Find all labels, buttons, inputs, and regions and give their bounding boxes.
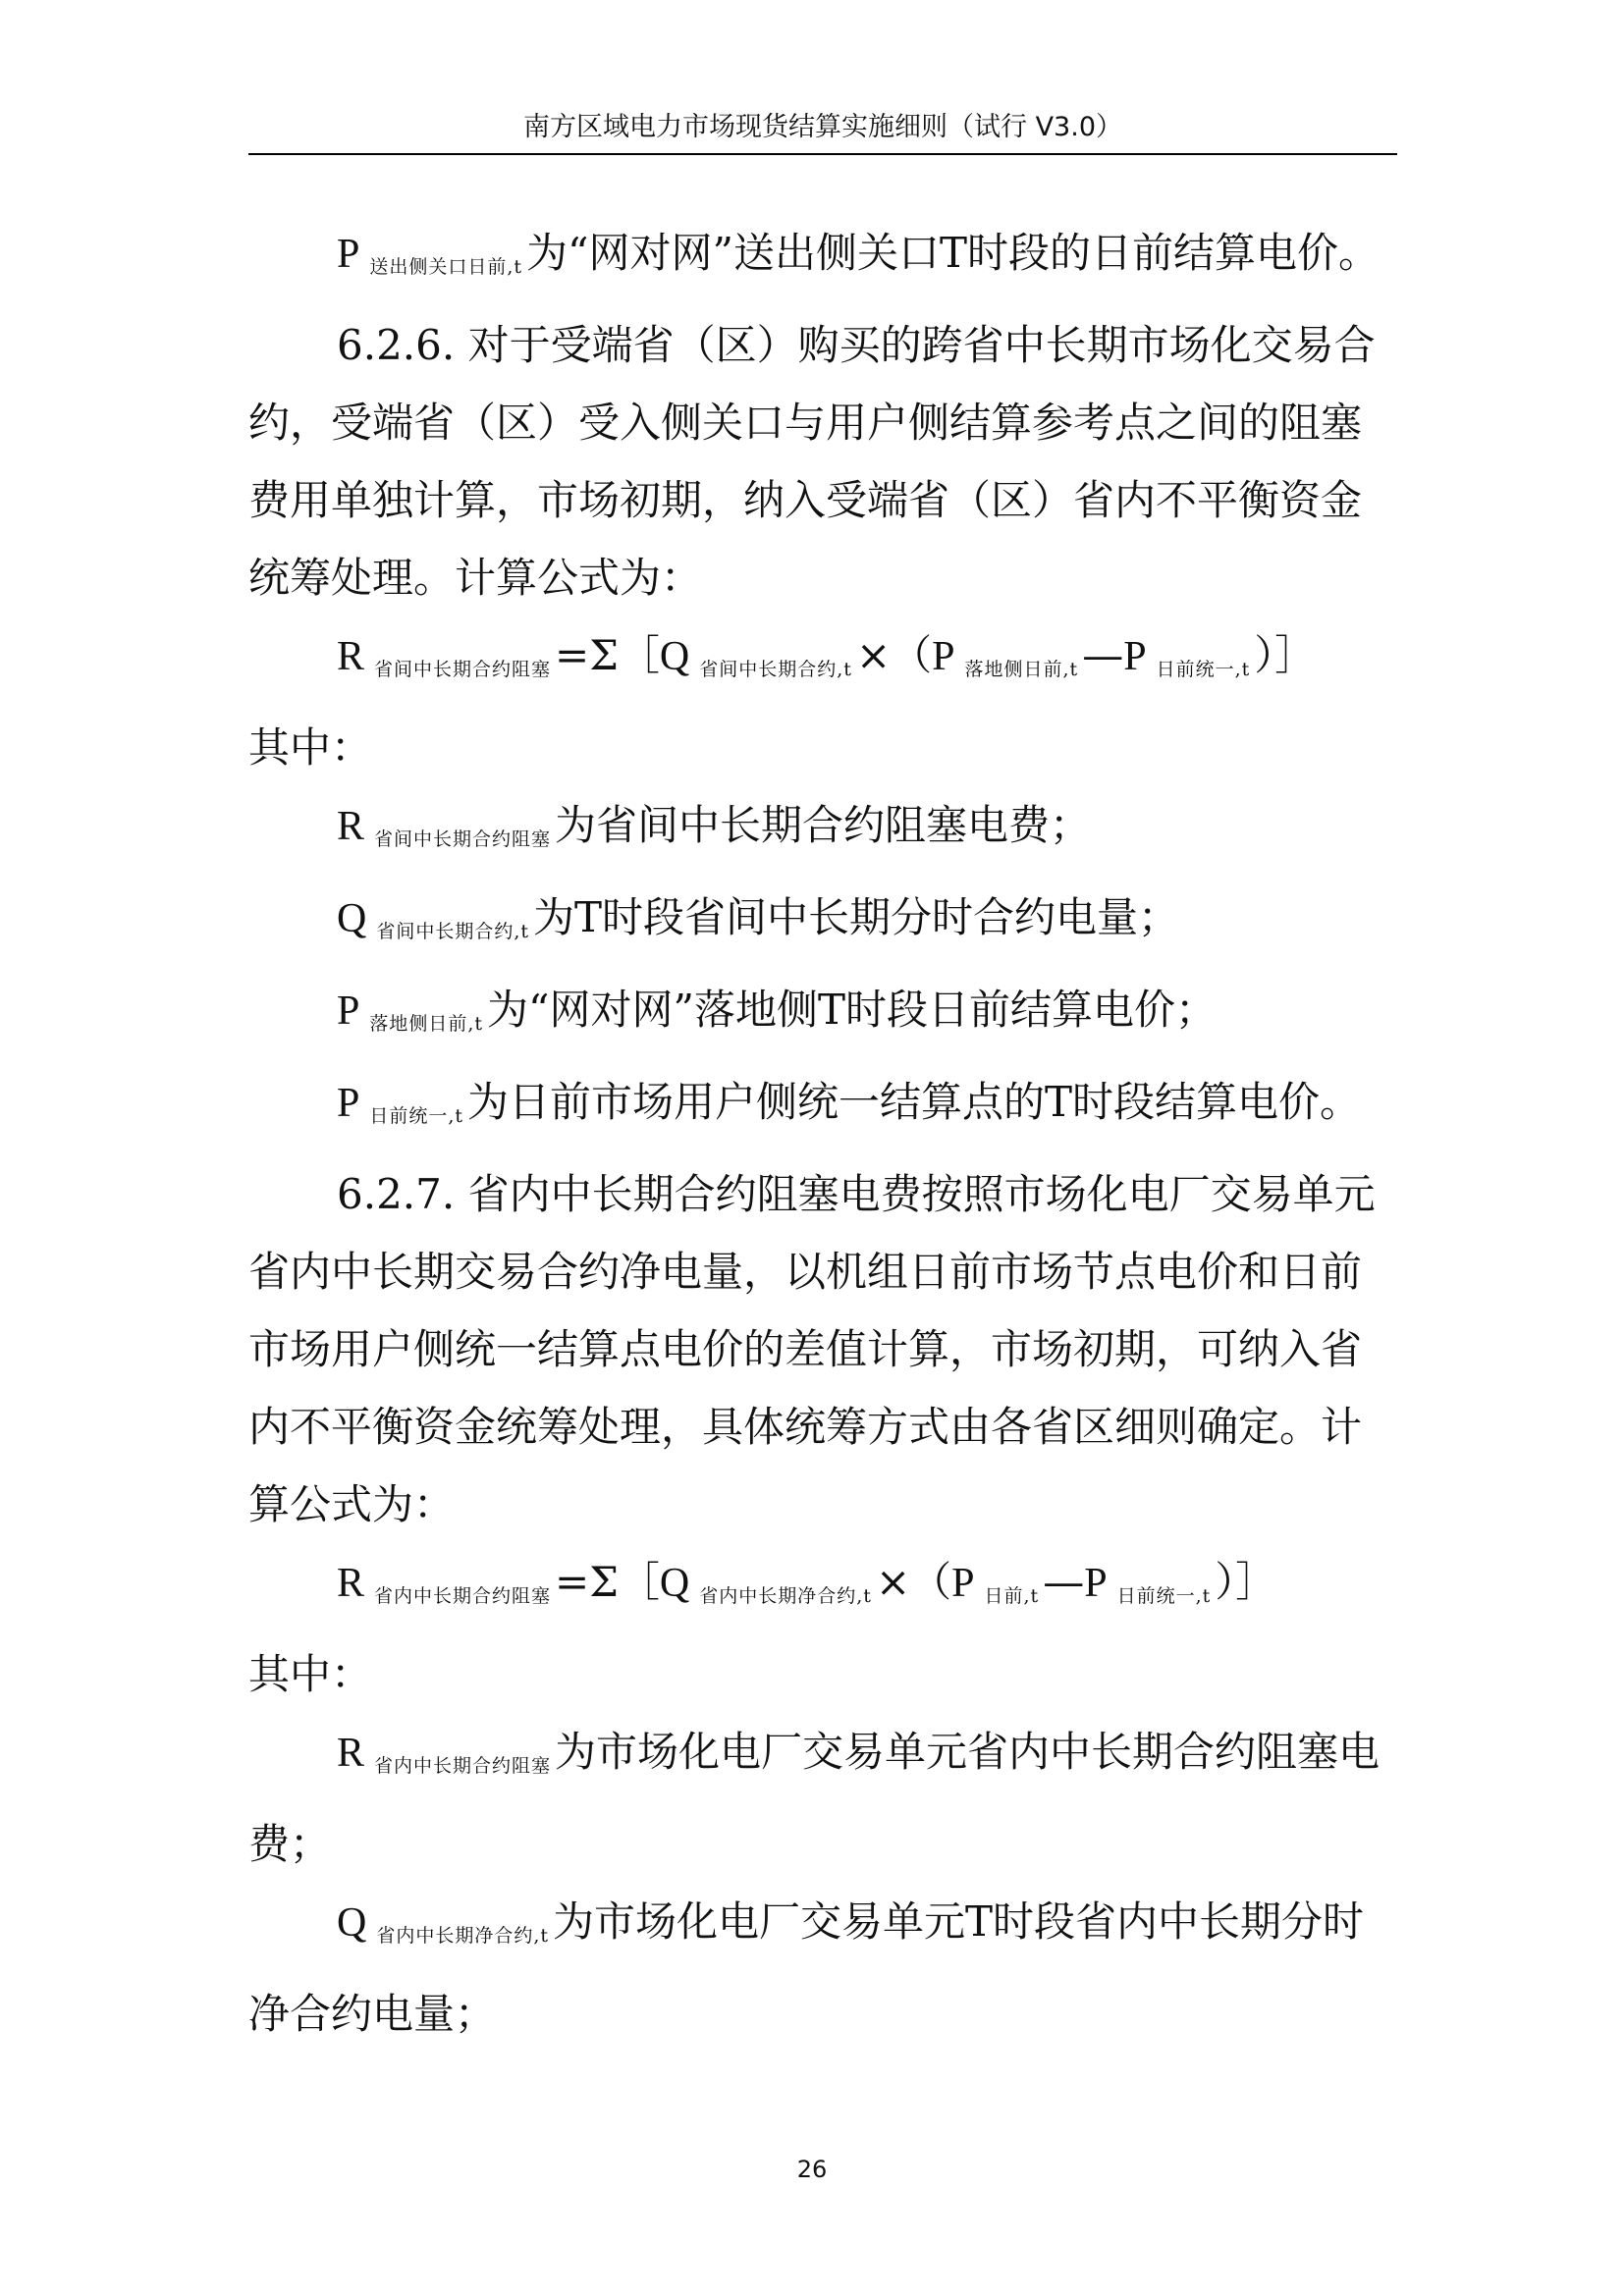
subscript: 日前统一,t [369, 1105, 464, 1127]
definition-p-outbound [248, 214, 1397, 306]
clause-6-2-6: 6.2.6. 对于受端省（区）购买的跨省中长期市场化交易合约，受端省（区）受入侧关口与用户侧结算参考点之间的阻塞费用单独计算，市场初期，纳入受端省（区）省内不平衡资金统筹处理。计算公式为： [248, 321, 1376, 602]
definition-text: 为省间中长期合约阻塞电费； [555, 801, 1092, 849]
formula-close-brackets: ）］ [1254, 631, 1317, 679]
formula-p-unified-subscript: 日前统一,t [1116, 1585, 1212, 1607]
symbol: Q [337, 1900, 367, 1946]
header-rule [248, 153, 1397, 155]
formula-lhs-subscript: 省间中长期合约阻塞 [374, 659, 552, 680]
page-number: 26 [796, 2156, 828, 2183]
formula-p-subscript: 日前,t [984, 1585, 1040, 1607]
definition-p-landing [248, 971, 1397, 1063]
definition-q-intra [248, 1883, 1397, 2053]
formula-close-brackets: ）］ [1215, 1558, 1277, 1606]
definition-text: 为T时段省间中长期分时合约电量； [533, 893, 1180, 941]
formula-inter-provincial-congestion [248, 616, 1397, 709]
definition-r-intra [248, 1713, 1397, 1883]
clause-6-2-7: 6.2.7. 省内中长期合约阻塞电费按照市场化电厂交易单元省内中长期交易合约净电量，以机组日前市场节点电价和日前市场用户侧统一结算点电价的差值计算，市场初期，可纳入省内不平衡资金统筹处理，具体统筹方式由各省区细则确定。计算公式为： [248, 1170, 1376, 1528]
page-header-title: 南方区域电力市场现货结算实施细则（试行 V3.0） [523, 112, 1122, 142]
definition-p-unified [248, 1063, 1397, 1155]
formula-p-unified-subscript: 日前统一,t [1156, 659, 1251, 680]
where-label: 其中： [248, 1650, 373, 1698]
definition-r-inter [248, 786, 1397, 879]
formula-p-unified-symbol: P [1084, 1561, 1108, 1606]
subscript: 省间中长期合约,t [376, 921, 530, 942]
formula-p-subscript: 落地侧日前,t [964, 659, 1079, 680]
definition-text: 为市场化电厂交易单元T时段省内中长期分时净合约电量； [248, 1897, 1365, 2038]
formula-multiply-operator: ×（ [855, 631, 933, 679]
formula-lhs-symbol: R [337, 634, 365, 679]
formula-minus-operator: — [1082, 631, 1124, 679]
definition-q-inter [248, 879, 1397, 971]
formula-sum-operator: =Σ［ [555, 631, 660, 679]
formula-lhs-symbol: R [337, 1561, 365, 1606]
definition-text: 为“网对网”送出侧关口T时段的日前结算电价。 [526, 229, 1380, 277]
formula-q-symbol: Q [659, 1561, 690, 1606]
formula-p-symbol: P [951, 1561, 975, 1606]
symbol: R [337, 1731, 365, 1776]
document-body [248, 214, 1397, 2053]
formula-q-symbol: Q [659, 634, 690, 679]
symbol: P [337, 1081, 360, 1126]
subscript: 落地侧日前,t [369, 1013, 484, 1035]
formula-minus-operator: — [1043, 1558, 1085, 1606]
definition-text: 为日前市场用户侧统一结算点的T时段结算电价。 [467, 1078, 1362, 1126]
symbol: R [337, 804, 365, 849]
formula-lhs-subscript: 省内中长期合约阻塞 [374, 1585, 552, 1607]
formula-p-symbol: P [932, 634, 955, 679]
symbol: P [337, 232, 360, 277]
subscript: 省间中长期合约阻塞 [374, 828, 552, 850]
where-label: 其中： [248, 723, 373, 772]
symbol: Q [337, 896, 367, 941]
formula-p-unified-symbol: P [1123, 634, 1147, 679]
definition-text: 为市场化电厂交易单元省内中长期合约阻塞电费； [248, 1728, 1380, 1868]
definition-text: 为“网对网”落地侧T时段日前结算电价； [487, 986, 1218, 1034]
formula-sum-operator: =Σ［ [555, 1558, 660, 1606]
subscript: 省内中长期合约阻塞 [374, 1755, 552, 1777]
formula-q-subscript: 省内中长期净合约,t [699, 1585, 872, 1607]
symbol: P [337, 988, 360, 1034]
formula-multiply-operator: ×（ [875, 1558, 952, 1606]
formula-q-subscript: 省间中长期合约,t [699, 659, 852, 680]
subscript: 送出侧关口日前,t [369, 256, 523, 278]
formula-intra-provincial-congestion [248, 1543, 1397, 1635]
subscript: 省内中长期净合约,t [376, 1925, 550, 1947]
